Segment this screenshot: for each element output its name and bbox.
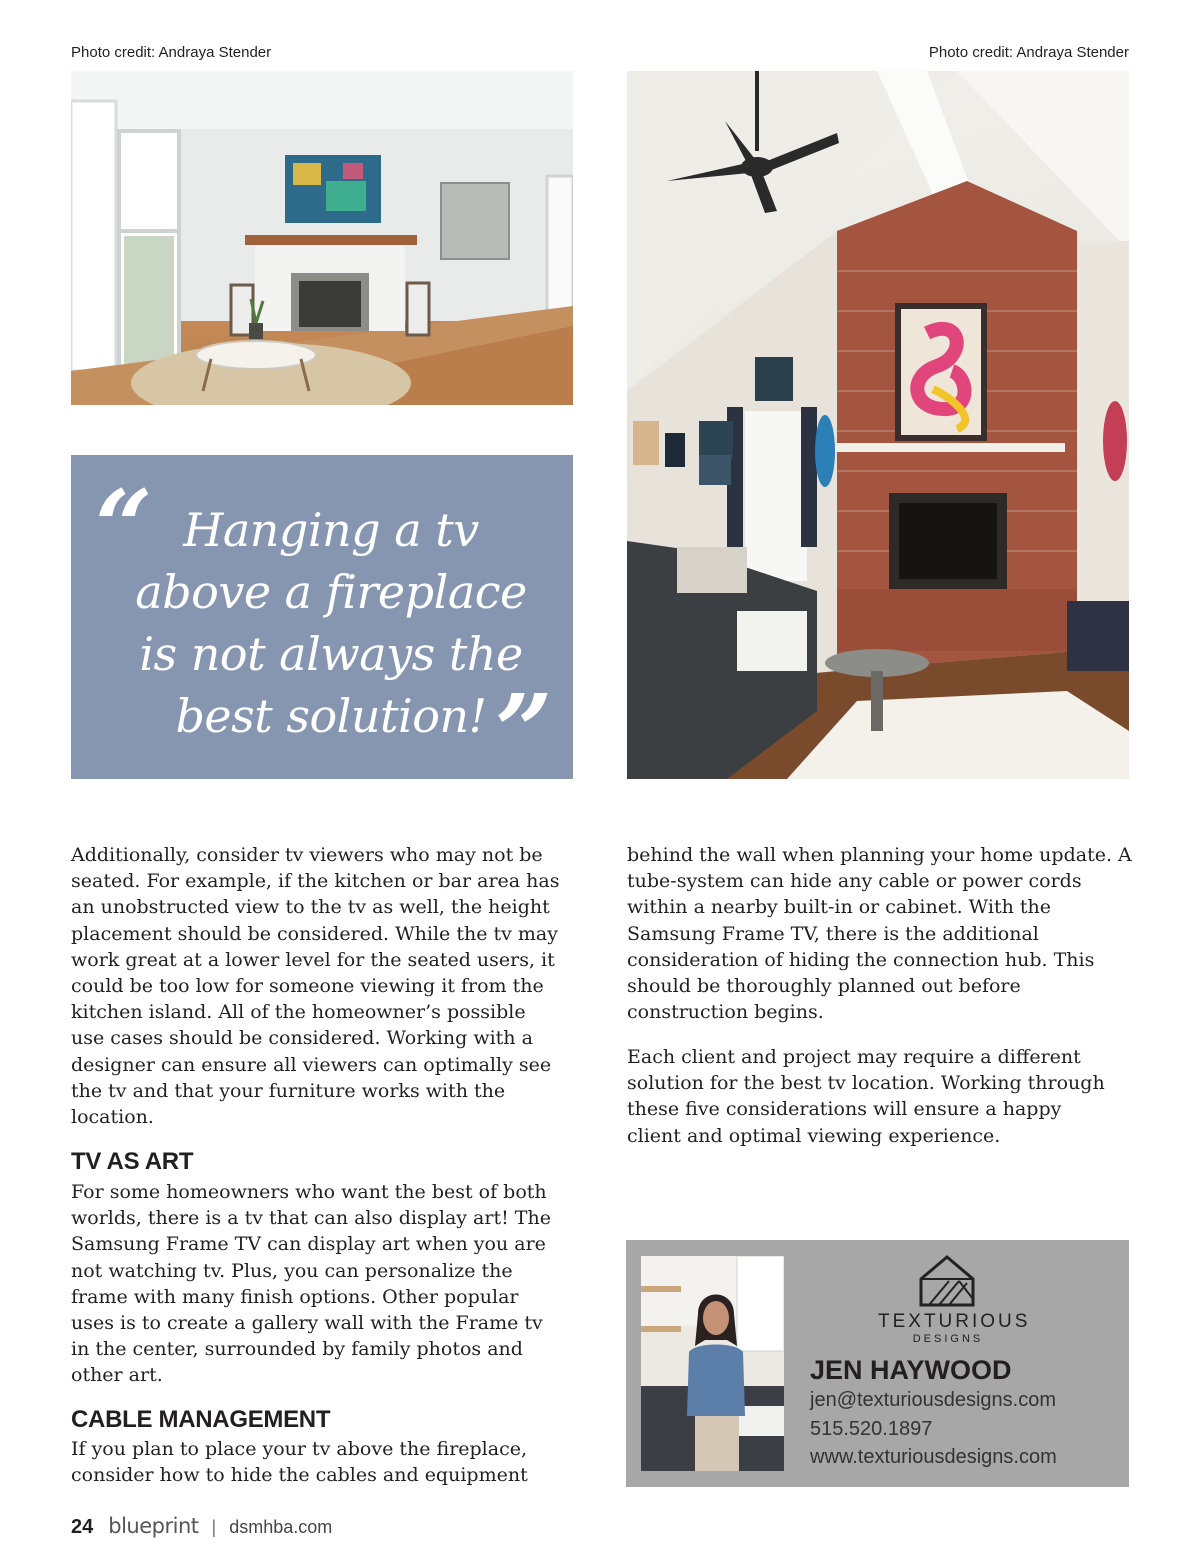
paragraph-viewers: Additionally, consider tv viewers who may not be seated. For example, if the kitchen or bar area has an unobstructed view to the tv as well, the height placement should be considered. While the tv may work great at a lower level for the seated users, it could be too low for someone viewing it from the kitchen island. All of the homeowner’s possible use cases should be considered. Working with a designer can ensure all viewers can optimally see the tv and that your furniture works with the location. [71,844,560,1129]
texturious-logo-icon [919,1255,975,1307]
brick-fireplace-photo [627,71,1129,779]
texturious-logo-sub: DESIGNS [912,1333,984,1345]
paragraph-conclusion: Each client and project may require a different solution for the best tv location. Working through these five considerations will ensure a happy client and optimal viewing experience. [627,1046,1105,1147]
footer-separator: | [211,1517,217,1537]
blueprint-logo: blueprint [108,1514,199,1538]
open-quote-mark: “ [95,468,153,586]
close-quote-mark: ” [495,672,553,790]
photo-credit-right: Photo credit: Andraya Stender [928,44,1129,61]
paragraph-tv-as-art: For some homeowners who want the best of both worlds, there is a tv that can also display art! The Samsung Frame TV can display art when you are not watching tv. Plus, you can personalize the frame with many finish options. Other popular uses is to create a gallery wall with the Frame tv in the center, surrounded by family photos and other art. [71,1181,551,1387]
right-column-continued [627,842,1132,1025]
pull-quote-box [71,455,573,790]
designer-website[interactable]: www.texturiousdesigns.com [810,1446,1057,1468]
pull-quote-text: Hanging a tv above a fireplace is not always the best solution! [135,503,527,743]
heading-tv-as-art: TV AS ART [71,1148,194,1175]
footer-site[interactable]: dsmhba.com [229,1517,333,1537]
designer-name: JEN HAYWOOD [810,1355,1012,1385]
designer-phone: 515.520.1897 [810,1418,933,1440]
designer-portrait [641,1256,784,1471]
right-column-conclusion [627,1044,1117,1149]
heading-cable-management: CABLE MANAGEMENT [71,1406,331,1433]
paragraph-cable-management: If you plan to place your tv above the fireplace, consider how to hide the cables and equipment [71,1438,528,1487]
designer-email[interactable]: jen@texturiousdesigns.com [810,1389,1056,1411]
left-column-intro [71,842,563,1130]
left-column-art [71,1179,563,1389]
designer-ad [626,1240,1129,1487]
photo-credit-left: Photo credit: Andraya Stender [71,44,272,61]
texturious-logo-name: TEXTURIOUS [878,1311,1031,1332]
paragraph-hide-cables: behind the wall when planning your home update. A tube-system can hide any cable or power cords within a nearby built-in or cabinet. With the Samsung Frame TV, there is the additional consideration of hiding the connection hub. This should be thoroughly planned out before construction begins. [627,844,1132,1024]
left-column-cable [71,1436,541,1488]
page-footer [71,1514,332,1539]
page-number: 24 [71,1516,94,1538]
living-room-photo [71,71,573,405]
